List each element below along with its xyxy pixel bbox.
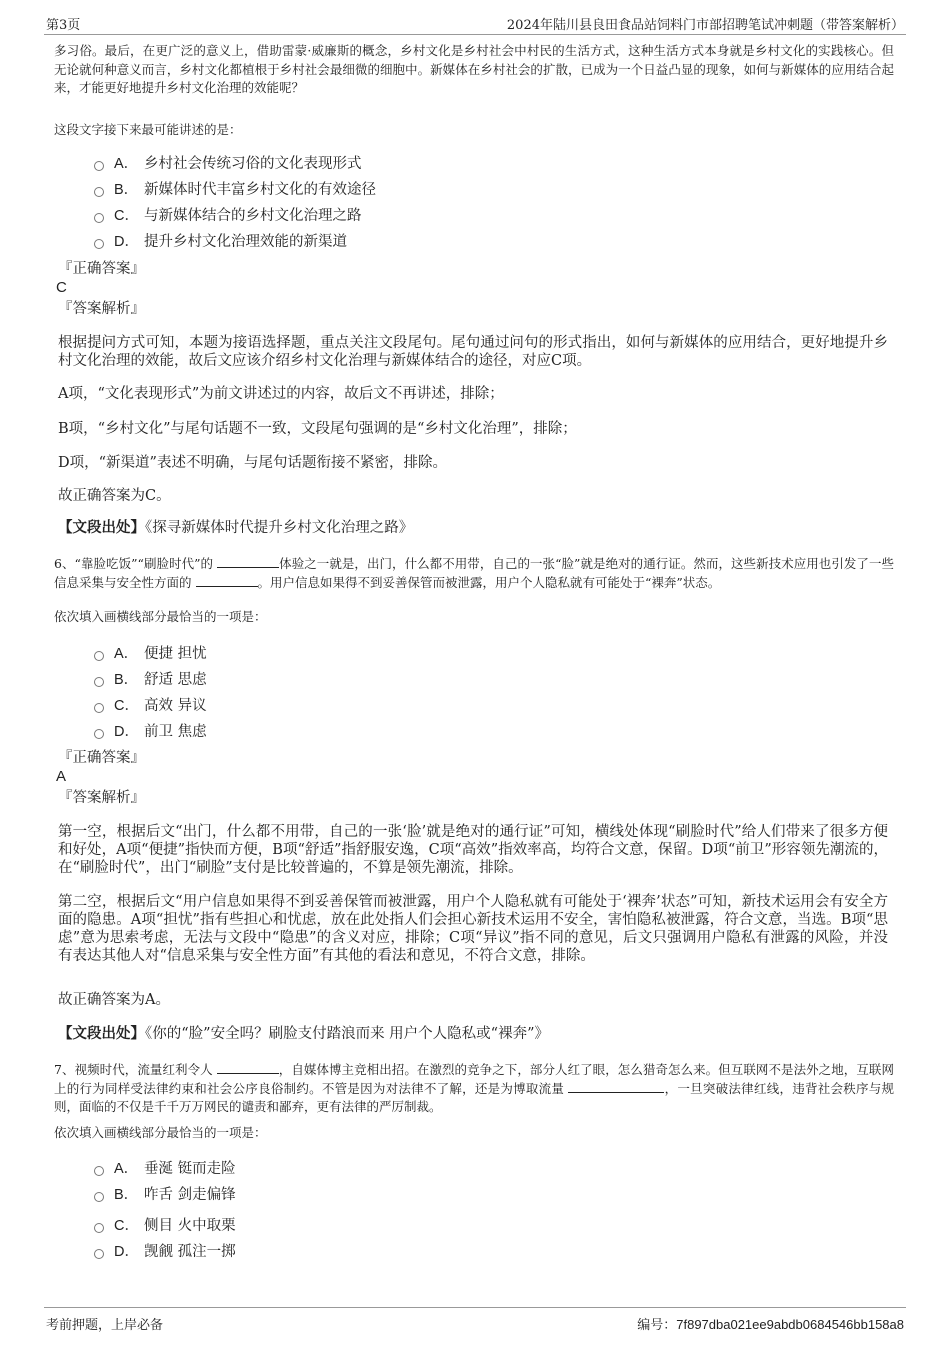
- q7-stem: 7、视频时代，流量红利令人 ，自媒体博主竞相出招。在激烈的竞争之下，部分人红了眼，怎么猎奇怎么来。但互联网不是法外之地，互联网上的行为同样受法律约束和社会公序良俗制约。不管是因为对法律不了解，还是为博取流量 ，一旦突破法律红线，违背社会秩序与规则，面临的不仅是千千万万网民的谴责和鄙弃，更有法律的严厉制裁。: [54, 1062, 894, 1114]
- q6-explanation-1: 第一空，根据后文“出门，什么都不用带，自己的一张‘脸’就是绝对的通行证”可知，横线处体现“刷脸时代”给人们带来了很多方便和好处，A项“便捷”指快而方便，B项“舒适”指舒服安逸，C项“高效”指效率高，均符合文意，保留。D项“前卫”形容领先潮流的，在“刷脸时代”，出门“刷脸”支付是比较普遍的，不算是领先潮流，排除。: [58, 824, 888, 876]
- q5-option-d[interactable]: D． 提升乡村文化治理效能的新渠道: [54, 232, 894, 258]
- q6-option-d[interactable]: D． 前卫 焦虑: [54, 722, 894, 748]
- radio-icon[interactable]: [94, 703, 104, 713]
- q5-analysis-label: 『答案解析』: [58, 301, 145, 317]
- q7-option-d[interactable]: D． 觊觎 孤注一掷: [54, 1242, 894, 1268]
- q6-option-a[interactable]: A． 便捷 担忧: [54, 644, 894, 670]
- radio-icon[interactable]: [94, 1223, 104, 1233]
- q5-answer: C: [56, 279, 67, 296]
- q5-explanation-2: A项，“文化表现形式”为前文讲述过的内容，故后文不再讲述，排除；: [58, 386, 504, 402]
- q5-prompt: 这段文字接下来最可能讲述的是：: [54, 122, 242, 137]
- blank-line: [568, 1080, 664, 1093]
- q5-option-b[interactable]: B． 新媒体时代丰富乡村文化的有效途径: [54, 180, 894, 206]
- q5-passage: 多习俗。最后，在更广泛的意义上，借助雷蒙·威廉斯的概念，乡村文化是乡村社会中村民的生活方式，这种生活方式本身就是乡村文化的实践核心。但无论就何种意义而言，乡村文化都植根于乡村社会最细微的细胞中。新媒体在乡村社会的扩散，已成为一个日益凸显的现象，如何与新媒体的应用结合起来，才能更好地提升乡村文化治理的效能呢？: [54, 43, 894, 95]
- page-header: [44, 12, 906, 35]
- q6-answer-label: 『正确答案』: [58, 750, 145, 766]
- page-footer: [44, 1307, 906, 1333]
- footer-slogan: 考前押题，上岸必备: [46, 1318, 164, 1333]
- document-title: 2024年陆川县良田食品站饲料门市部招聘笔试冲刺题（带答案解析）: [506, 18, 904, 33]
- radio-icon[interactable]: [94, 1166, 104, 1176]
- q5-explanation-3: B项，“乡村文化”与尾句话题不一致，文段尾句强调的是“乡村文化治理”，排除；: [58, 421, 577, 437]
- q5-answer-label: 『正确答案』: [58, 261, 145, 277]
- blank-line: [217, 1061, 279, 1074]
- document-code: 编号：7f897dba021ee9abdb0684546bb158a8: [637, 1317, 904, 1333]
- q6-explanation-2: 第二空，根据后文“用户信息如果得不到妥善保管而被泄露，用户个人隐私就有可能处于‘裸奔’状态”可知，新技术运用会有安全方面的隐患。A项“担忧”指有些担心和忧虑，放在此处指人们会担心新技术运用不安全，害怕隐私被泄露，符合文意，当选。B项“思虑”意为思索考虑，无法与文段中“隐患”的含义对应，排除；C项“异议”指不同的意见，后文只强调用户隐私有泄露的风险，并没有表达其他人对“信息采集与安全性方面”有其他的看法和意见，不符合文意，排除。: [58, 894, 888, 964]
- q7-prompt: 依次填入画横线部分最恰当的一项是：: [54, 1125, 267, 1140]
- q7-option-b[interactable]: B． 咋舌 剑走偏锋: [54, 1185, 894, 1216]
- q5-option-a[interactable]: A． 乡村社会传统习俗的文化表现形式: [54, 154, 894, 180]
- q6-option-b[interactable]: B． 舒适 思虑: [54, 670, 894, 696]
- radio-icon[interactable]: [94, 1249, 104, 1259]
- q6-answer: A: [56, 768, 67, 785]
- q7-options: [54, 1159, 894, 1268]
- radio-icon[interactable]: [94, 239, 104, 249]
- q5-explanation-4: D项，“新渠道”表述不明确，与尾句话题衔接不紧密，排除。: [58, 455, 447, 471]
- q5-source: 【文段出处】《探寻新媒体时代提升乡村文化治理之路》: [58, 519, 414, 536]
- q5-option-c[interactable]: C． 与新媒体结合的乡村文化治理之路: [54, 206, 894, 232]
- radio-icon[interactable]: [94, 651, 104, 661]
- page-number: 第3页: [46, 18, 81, 33]
- radio-icon[interactable]: [94, 729, 104, 739]
- q6-explanation-3: 故正确答案为A。: [58, 992, 170, 1008]
- blank-line: [196, 574, 258, 587]
- q6-option-c[interactable]: C． 高效 异议: [54, 696, 894, 722]
- q6-options: [54, 644, 894, 748]
- radio-icon[interactable]: [94, 1192, 104, 1202]
- q7-option-c[interactable]: C． 侧目 火中取栗: [54, 1216, 894, 1242]
- q6-analysis-label: 『答案解析』: [58, 790, 145, 806]
- radio-icon[interactable]: [94, 677, 104, 687]
- q6-source: 【文段出处】《你的“脸”安全吗？刷脸支付踏浪而来 用户个人隐私或“裸奔”》: [58, 1025, 550, 1042]
- q5-options: [54, 154, 894, 258]
- q5-explanation-1: 根据提问方式可知，本题为接语选择题，重点关注文段尾句。尾句通过问句的形式指出，如何与新媒体的应用结合，更好地提升乡村文化治理的效能，故后文应该介绍乡村文化治理与新媒体结合的途径，对应C项。: [58, 335, 888, 369]
- radio-icon[interactable]: [94, 161, 104, 171]
- radio-icon[interactable]: [94, 213, 104, 223]
- q5-explanation-5: 故正确答案为C。: [58, 488, 171, 504]
- radio-icon[interactable]: [94, 187, 104, 197]
- q6-prompt: 依次填入画横线部分最恰当的一项是：: [54, 609, 267, 624]
- q7-option-a[interactable]: A． 垂涎 铤而走险: [54, 1159, 894, 1185]
- blank-line: [217, 555, 279, 568]
- q6-stem: 6、“靠脸吃饭”“刷脸时代”的 体验之一就是，出门，什么都不用带，自己的一张“脸”就是绝对的通行证。然而，这些新技术应用也引发了一些信息采集与安全性方面的 。用户信息如果得不到妥善保管而被泄露，用户个人隐私就有可能处于“裸奔”状态。: [54, 556, 894, 590]
